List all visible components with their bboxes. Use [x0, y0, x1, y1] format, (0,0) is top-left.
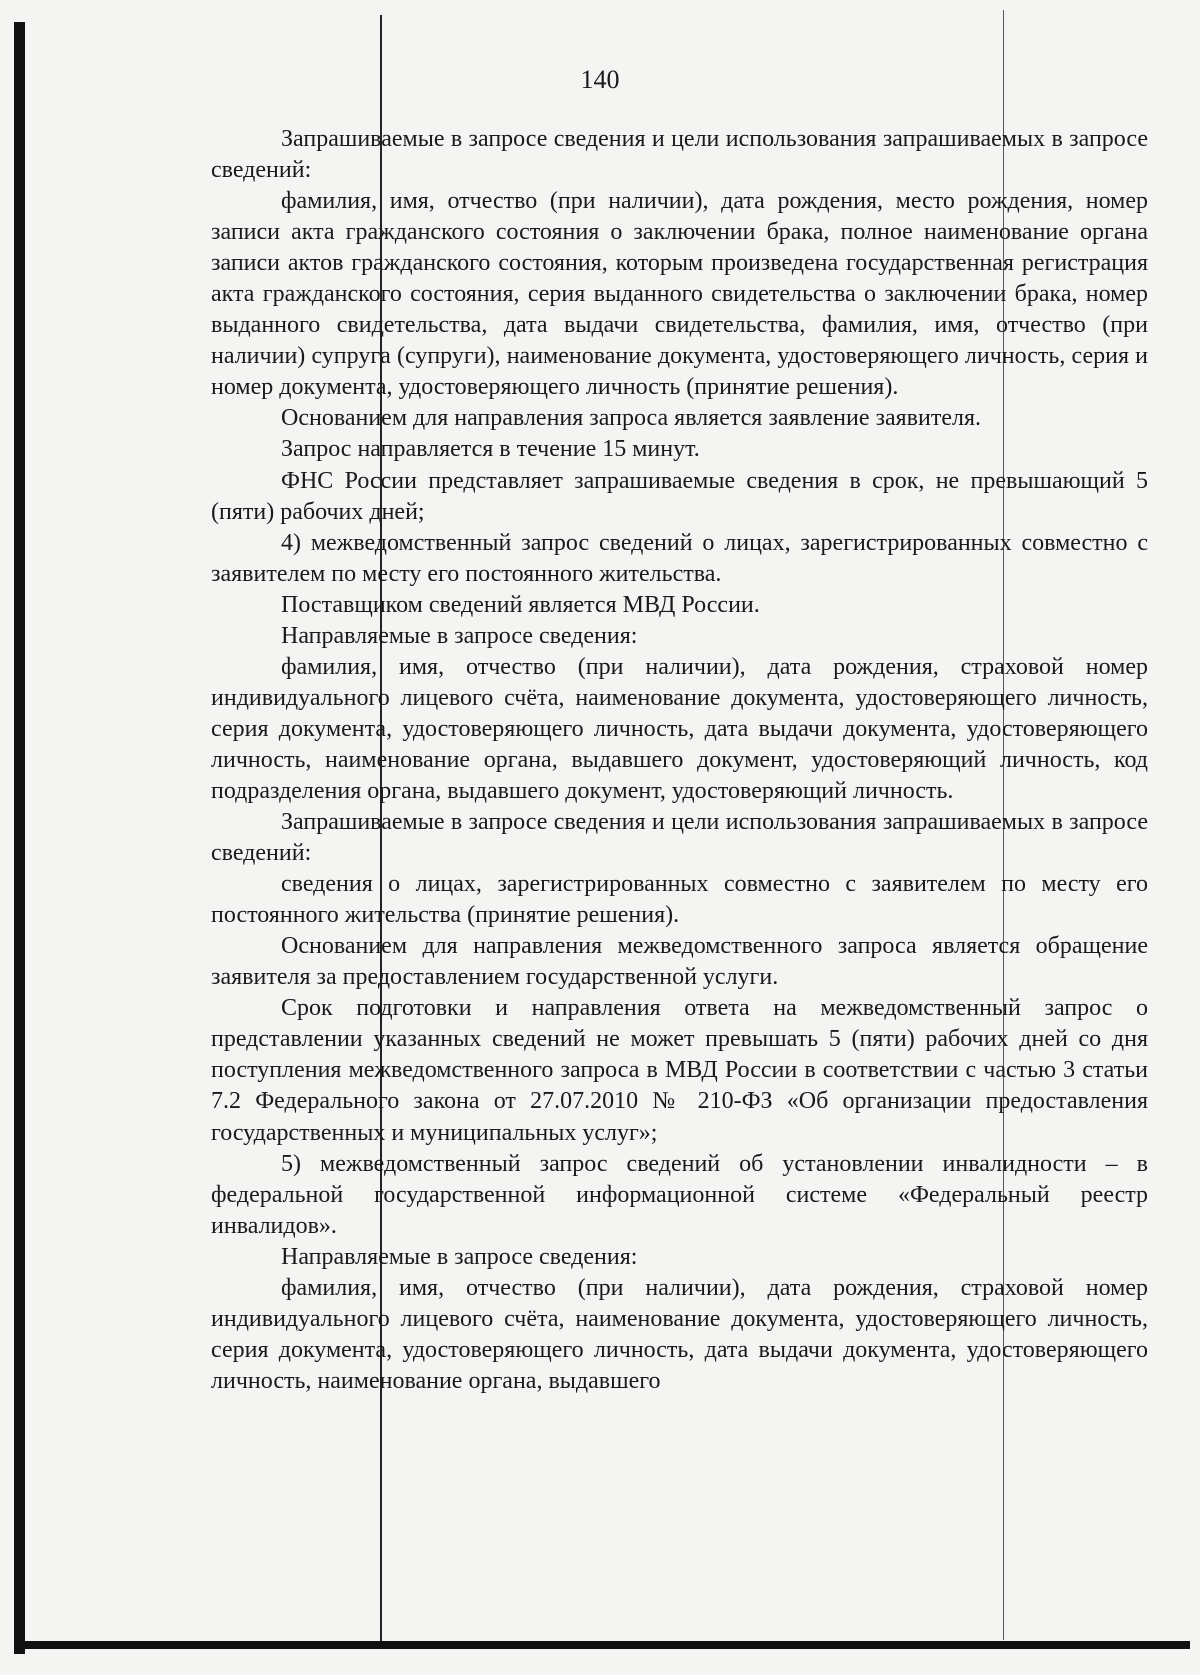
scan-border-left [14, 22, 25, 1654]
paragraph: фамилия, имя, отчество (при наличии), дата рождения, место рождения, номер записи акта гражданского состояния о заключении брака, полное наименование органа записи актов гражданского состояния, которым произведена государственная регистрация акта гражданского состояния, серия выданного свидетельства о заключении брака, номер выданного свидетельства, дата выдачи свидетельства, фамилия, имя, отчество (при наличии) супруга (супруги), наименование документа, удостоверяющего личность, серия и номер документа, удостоверяющего личность (принятие решения). [211, 188, 1148, 401]
paragraph: Поставщиком сведений является МВД России. [281, 591, 760, 618]
paragraph: Направляемые в запросе сведения: [281, 622, 638, 649]
paragraph: фамилия, имя, отчество (при наличии), дата рождения, страховой номер индивидуального лицевого счёта, наименование документа, удостоверяющего личность, серия документа, удостоверяющего личность, дата выдачи документа, удостоверяющего личность, наименование органа, выдавшего [211, 1274, 1148, 1394]
paragraph: сведения о лицах, зарегистрированных совместно с заявителем по месту его постоянного жительства (принятие решения). [211, 871, 1148, 929]
paragraph: Направляемые в запросе сведения: [281, 1243, 638, 1270]
paragraph: фамилия, имя, отчество (при наличии), дата рождения, страховой номер индивидуального лицевого счёта, наименование документа, удостоверяющего личность, серия документа, удостоверяющего личность, дата выдачи документа, удостоверяющего личность, наименование органа, выдавшего документ, удостоверяющий личность, код подразделения органа, выдавшего документ, удостоверяющий личность. [211, 653, 1148, 804]
paragraph: Основанием для направления межведомственного запроса является обращение заявителя за предоставлением государственной услуги. [211, 933, 1148, 991]
paragraph: Срок подготовки и направления ответа на межведомственный запрос о представлении указанных сведений не может превышать 5 (пяти) рабочих дней со дня поступления межведомственного запроса в МВД России в соответствии с частью 3 статьи 7.2 Федерального закона от 27.07.2010 № 210-ФЗ «Об организации предоставления государственных и муниципальных услуг»; [211, 995, 1148, 1146]
paragraph: Запрашиваемые в запросе сведения и цели использования запрашиваемых в запросе сведений: [211, 126, 1148, 184]
scan-border-bottom [14, 1641, 1190, 1649]
page-number: 140 [580, 65, 620, 94]
paragraph: 5) межведомственный запрос сведений об установлении инвалидности – в федеральной государственной информационной системе «Федеральный реестр инвалидов». [211, 1150, 1148, 1239]
paragraph: 4) межведомственный запрос сведений о лицах, зарегистрированных совместно с заявителем по месту его постоянного жительства. [211, 529, 1148, 587]
paragraph: ФНС России представляет запрашиваемые сведения в срок, не превышающий 5 (пяти) рабочих дней; [211, 467, 1148, 525]
document-body [211, 124, 1148, 1397]
paragraph: Основанием для направления запроса является заявление заявителя. [281, 405, 982, 432]
paragraph: Запрос направляется в течение 15 минут. [281, 436, 700, 463]
paragraph: Запрашиваемые в запросе сведения и цели использования запрашиваемых в запросе сведений: [211, 809, 1148, 867]
